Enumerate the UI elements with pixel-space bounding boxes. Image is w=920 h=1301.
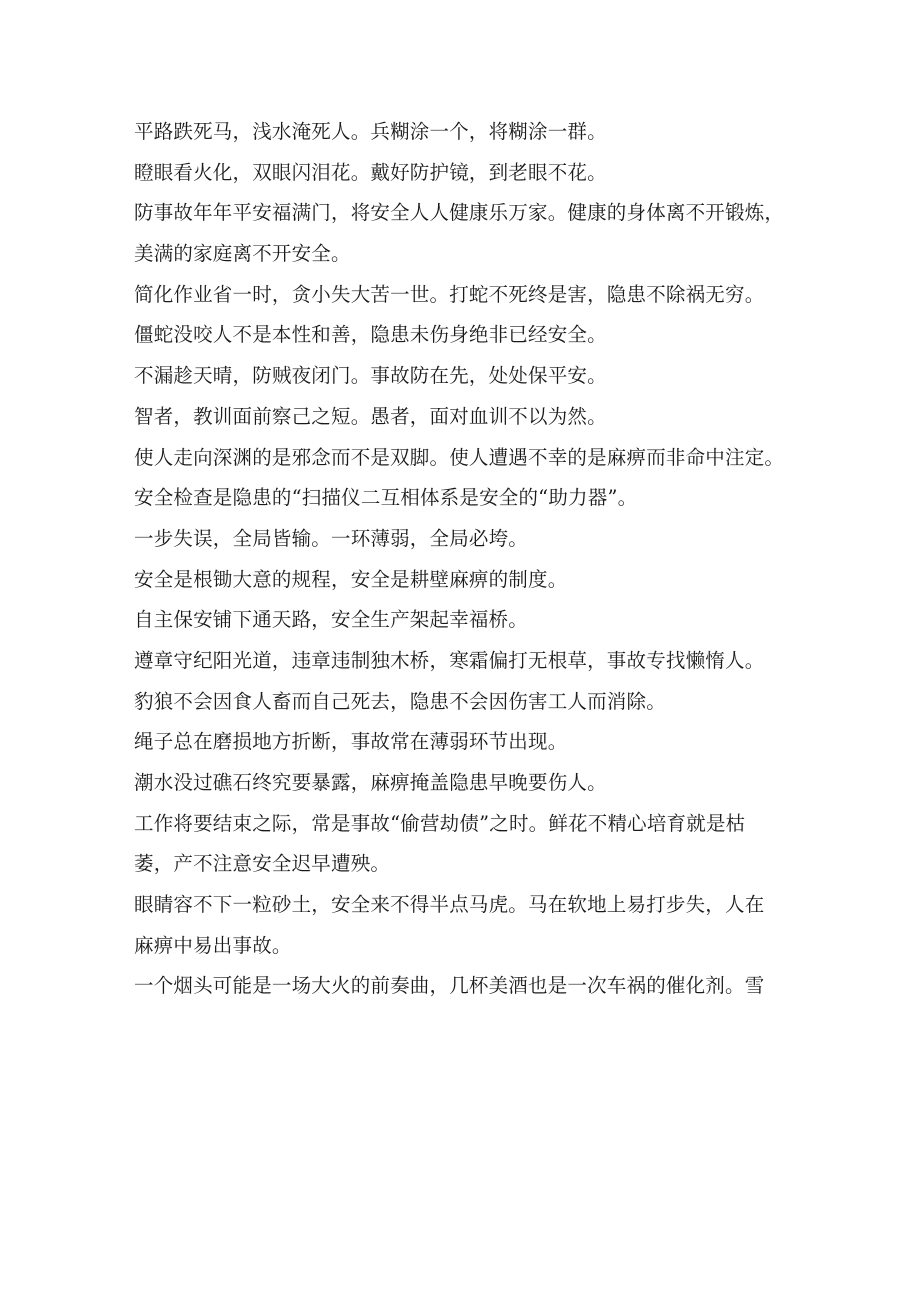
text-line: 僵蛇没咬人不是本性和善，隐患未伤身绝非已经安全。 bbox=[134, 323, 607, 347]
text-line: 使人走向深渊的是邪念而不是双脚。使人遭遇不幸的是麻痹而非命中注定。 bbox=[134, 445, 785, 469]
text-line: 萎，产不注意安全迟早遭殃。 bbox=[134, 852, 391, 876]
text-line: 不漏趁天晴，防贼夜闭门。事故防在先，处处保平安。 bbox=[134, 364, 607, 388]
text-line: 工作将要结束之际，常是事故“偷营劫债”之时。鲜花不精心培育就是枯 bbox=[134, 811, 746, 835]
text-line: 平路跌死马，浅水淹死人。兵糊涂一个，将糊涂一群。 bbox=[134, 120, 607, 143]
text-line: 美满的家庭离不开安全。 bbox=[134, 242, 351, 266]
text-line: 潮水没过礁石终究要暴露，麻痹掩盖隐患早晚要伤人。 bbox=[134, 771, 607, 794]
text-line: 防事故年年平安福满门，将安全人人健康乐万家。健康的身体离不开锻炼， bbox=[134, 201, 785, 225]
text-line: 自主保安铺下通天路，安全生产架起幸福桥。 bbox=[134, 608, 529, 632]
text-line: 一个烟头可能是一场大火的前奏曲，几杯美酒也是一次车祸的催化剂。雪 bbox=[134, 974, 765, 998]
text-line: 眼睛容不下一粒砂土，安全来不得半点马虎。马在软地上易打步失，人在 bbox=[134, 893, 765, 917]
document-body bbox=[134, 112, 834, 1007]
text-line: 安全是根锄大意的规程，安全是耕壁麻痹的制度。 bbox=[134, 567, 568, 591]
text-line: 安全检查是隐患的“扫描仪二互相体系是安全的“助力器”。 bbox=[134, 486, 638, 510]
text-line: 遵章守纪阳光道，违章违制独木桥，寒霜偏打无根草，事故专找懒惰人。 bbox=[134, 648, 765, 672]
text-line: 豹狼不会因食人畜而自己死去，隐患不会因伤害工人而消除。 bbox=[134, 689, 666, 713]
text-line: 简化作业省一时，贪小失大苦一世。打蛇不死终是害，隐患不除祸无穷。 bbox=[134, 282, 765, 306]
text-line: 麻痹中易出事故。 bbox=[134, 933, 292, 957]
text-line: 一步失误，全局皆输。一环薄弱，全局必垮。 bbox=[134, 526, 529, 550]
text-line: 瞪眼看火化，双眼闪泪花。戴好防护镜，到老眼不花。 bbox=[134, 160, 607, 184]
text-line: 绳子总在磨损地方折断，事故常在薄弱环节出现。 bbox=[134, 730, 568, 754]
text-line: 智者，教训面前察己之短。愚者，面对血训不以为然。 bbox=[134, 404, 607, 428]
